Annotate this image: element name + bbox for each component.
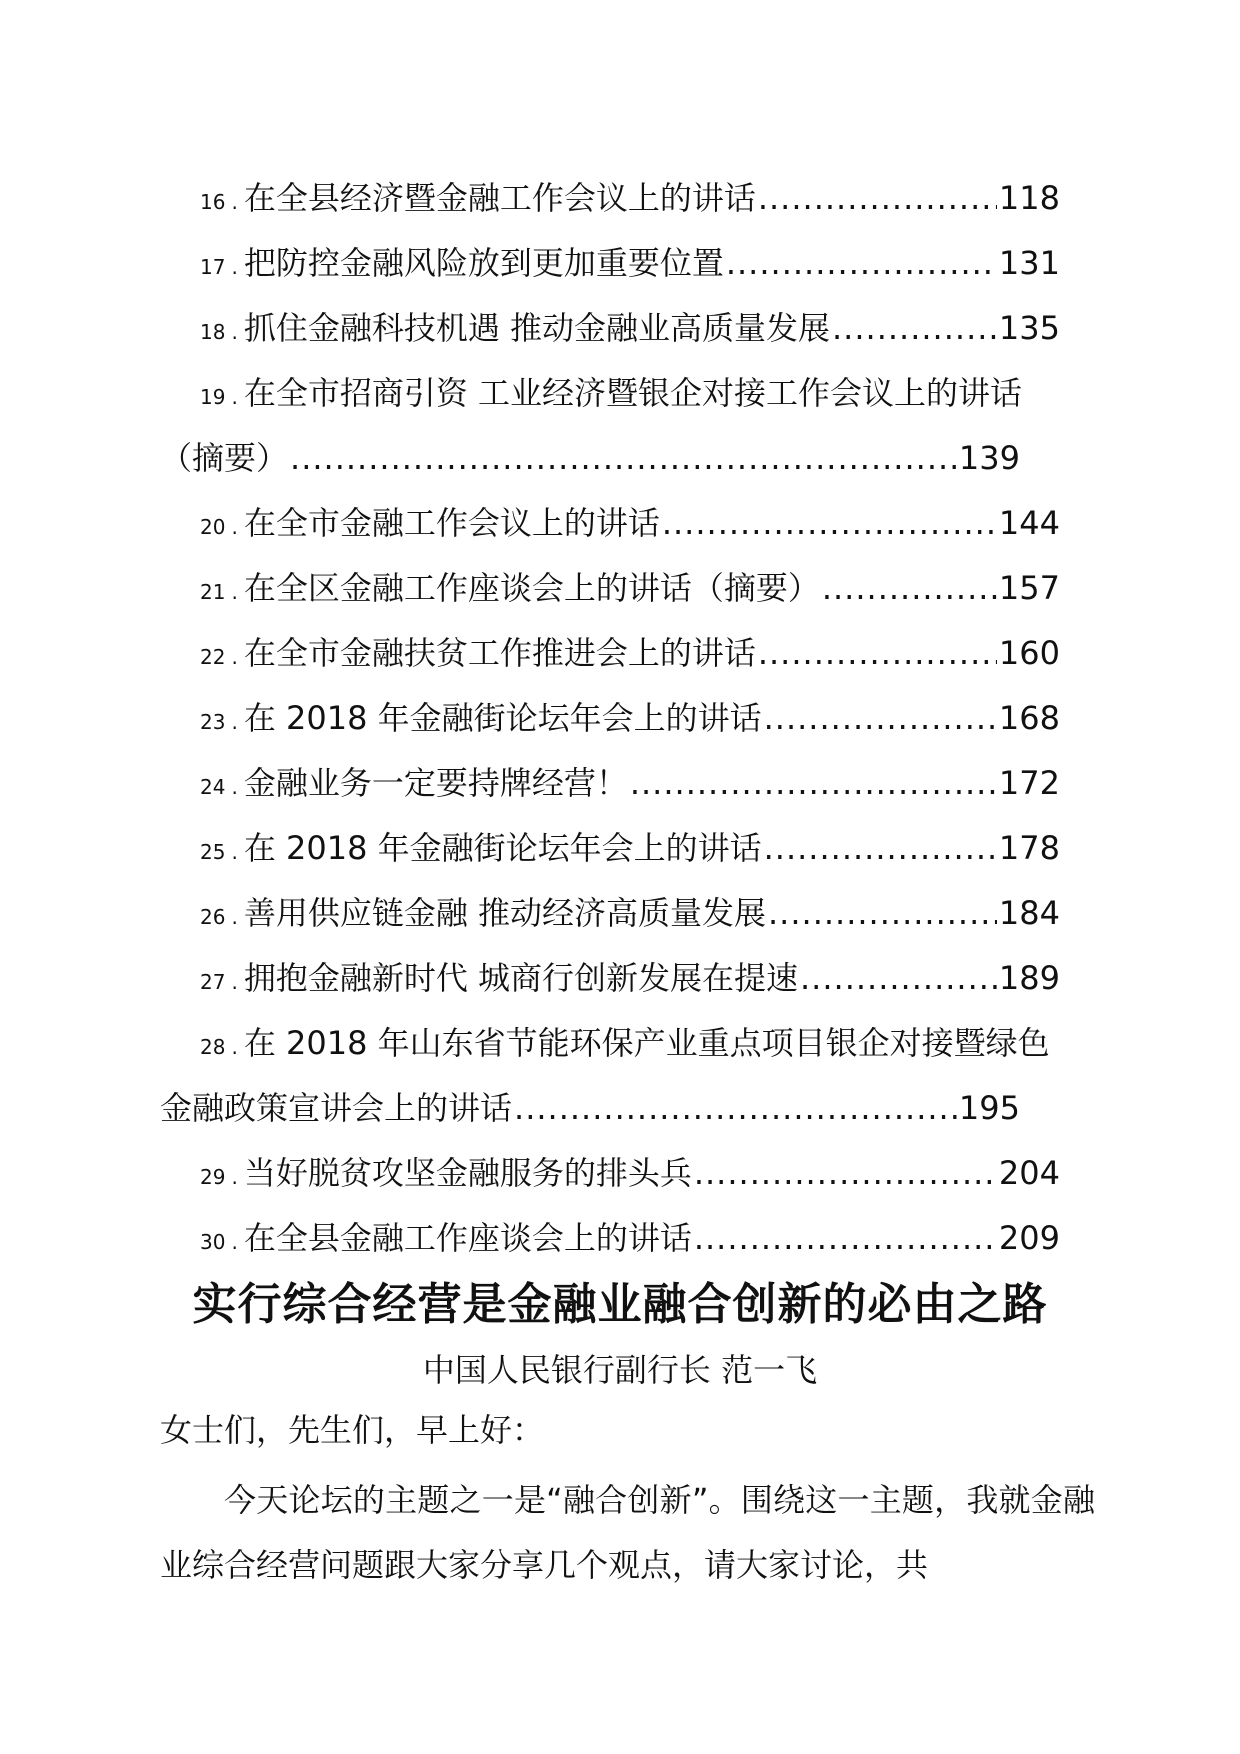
toc-entry-page: 157	[998, 569, 1060, 607]
article-greeting: 女士们，先生们，早上好：	[160, 1411, 545, 1449]
toc-entry-number: 16	[200, 190, 226, 214]
dot-leader	[630, 751, 997, 816]
table-of-contents	[160, 166, 1090, 1271]
toc-entry[interactable]: 17 . 把防控金融风险放到更加重要位置 ..... 131	[160, 231, 1060, 296]
toc-entry[interactable]: 21 . 在全区金融工作座谈会上的讲话（摘要） ..... 157	[160, 556, 1060, 621]
toc-entry[interactable]: 18 . 抓住金融科技机遇 推动金融业高质量发展 ..... 135	[160, 296, 1060, 361]
toc-entry-page: 209	[998, 1219, 1060, 1257]
dot-leader	[764, 816, 997, 881]
dot-leader	[758, 621, 997, 686]
toc-entry[interactable]: 19 . 在全市招商引资 工业经济暨银企对接工作会议上的讲话	[160, 361, 1130, 426]
dot-leader	[800, 946, 997, 1011]
toc-entry[interactable]: 30 . 在全县金融工作座谈会上的讲话 ..... 209	[160, 1206, 1060, 1271]
toc-entry-continuation[interactable]	[160, 426, 1020, 491]
toc-entry-page: 172	[998, 764, 1060, 802]
dot-leader	[768, 881, 997, 946]
toc-entry-title: 在全区金融工作座谈会上的讲话（摘要）	[243, 569, 820, 607]
toc-entry-page: 168	[998, 699, 1060, 737]
article-author: 中国人民银行副行长 范一飞	[422, 1351, 818, 1389]
toc-entry-title: 当好脱贫攻坚金融服务的排头兵	[243, 1154, 692, 1192]
dot-leader	[822, 556, 997, 621]
toc-entry[interactable]: 29 . 当好脱贫攻坚金融服务的排头兵 ..... 204	[160, 1141, 1060, 1206]
toc-entry[interactable]: 26 . 善用供应链金融 推动经济高质量发展 ..... 184	[160, 881, 1060, 946]
toc-entry-title: 抓住金融科技机遇 推动金融业高质量发展	[243, 309, 830, 347]
toc-entry-page: 131	[998, 244, 1060, 282]
toc-entry-number: 19	[200, 385, 226, 409]
toc-entry-title: 在 2018 年金融街论坛年会上的讲话	[243, 699, 762, 737]
dot-leader	[758, 166, 997, 231]
article-paragraph: 今天论坛的主题之一是“融合创新”。围绕这一主题，我就金融业综合经营问题跟大家分享几个观点，请大家讨论，共	[160, 1481, 1095, 1584]
toc-entry-page: 160	[998, 634, 1060, 672]
toc-entry[interactable]: 16 . 在全县经济暨金融工作会议上的讲话 ..... 118	[160, 166, 1060, 231]
toc-entry-title: 在 2018 年山东省节能环保产业重点项目银企对接暨绿色	[243, 1024, 1050, 1062]
dot-leader	[694, 1206, 997, 1271]
toc-entry-page: 184	[998, 894, 1060, 932]
toc-entry-number: 17	[200, 255, 226, 279]
toc-entry-title: 把防控金融风险放到更加重要位置	[243, 244, 724, 282]
toc-entry-number: 26	[200, 905, 226, 929]
toc-entry-number: 29	[200, 1165, 226, 1189]
toc-entry-title: 在全市招商引资 工业经济暨银企对接工作会议上的讲话	[243, 374, 1022, 412]
toc-entry-number: 28	[200, 1035, 226, 1059]
dot-leader	[662, 491, 997, 556]
toc-entry-title-cont: （摘要）	[160, 439, 289, 477]
toc-entry[interactable]: 27 . 拥抱金融新时代 城商行创新发展在提速 ..... 189	[160, 946, 1060, 1011]
toc-entry-page: 178	[998, 829, 1060, 867]
toc-entry-title: 善用供应链金融 推动经济高质量发展	[243, 894, 766, 932]
toc-entry-title-cont: 金融政策宣讲会上的讲话	[160, 1089, 513, 1127]
toc-entry-title: 在全县金融工作座谈会上的讲话	[243, 1219, 692, 1257]
toc-entry-page: 204	[998, 1154, 1060, 1192]
toc-entry-title: 在 2018 年金融街论坛年会上的讲话	[243, 829, 762, 867]
toc-entry-title: 金融业务一定要持牌经营！	[243, 764, 628, 802]
article-title: 实行综合经营是金融业融合创新的必由之路	[192, 1279, 1048, 1330]
toc-entry[interactable]: 28 . 在 2018 年山东省节能环保产业重点项目银企对接暨绿色	[160, 1011, 1130, 1076]
dot-leader	[514, 1076, 957, 1141]
toc-entry-number: 18	[200, 320, 226, 344]
toc-entry-title: 在全县经济暨金融工作会议上的讲话	[243, 179, 756, 217]
toc-entry-number: 30	[200, 1230, 226, 1254]
toc-entry-page: 135	[998, 309, 1060, 347]
toc-entry-title: 在全市金融扶贫工作推进会上的讲话	[243, 634, 756, 672]
toc-entry-page: 189	[998, 959, 1060, 997]
toc-entry-number: 24	[200, 775, 226, 799]
toc-entry-page: 195	[958, 1089, 1020, 1127]
toc-entry-title: 拥抱金融新时代 城商行创新发展在提速	[243, 959, 798, 997]
toc-entry-number: 23	[200, 710, 226, 734]
toc-entry-number: 27	[200, 970, 226, 994]
toc-entry-page: 118	[998, 179, 1060, 217]
toc-entry[interactable]: 23 . 在 2018 年金融街论坛年会上的讲话 ..... 168	[160, 686, 1060, 751]
toc-entry-number: 22	[200, 645, 226, 669]
dot-leader	[832, 296, 997, 361]
dot-leader	[726, 231, 997, 296]
toc-entry[interactable]: 24 . 金融业务一定要持牌经营！ ..... 172	[160, 751, 1060, 816]
toc-entry-number: 21	[200, 580, 226, 604]
toc-entry[interactable]: 20 . 在全市金融工作会议上的讲话 ..... 144	[160, 491, 1060, 556]
toc-entry[interactable]: 22 . 在全市金融扶贫工作推进会上的讲话 ..... 160	[160, 621, 1060, 686]
dot-leader	[694, 1141, 997, 1206]
toc-entry-title: 在全市金融工作会议上的讲话	[243, 504, 660, 542]
toc-entry-continuation[interactable]	[160, 1076, 1020, 1141]
toc-entry-page: 139	[958, 439, 1020, 477]
dot-leader	[290, 426, 957, 491]
dot-leader	[764, 686, 997, 751]
toc-entry-number: 25	[200, 840, 226, 864]
toc-entry-page: 144	[998, 504, 1060, 542]
toc-entry-number: 20	[200, 515, 226, 539]
toc-entry[interactable]: 25 . 在 2018 年金融街论坛年会上的讲话 ..... 178	[160, 816, 1060, 881]
